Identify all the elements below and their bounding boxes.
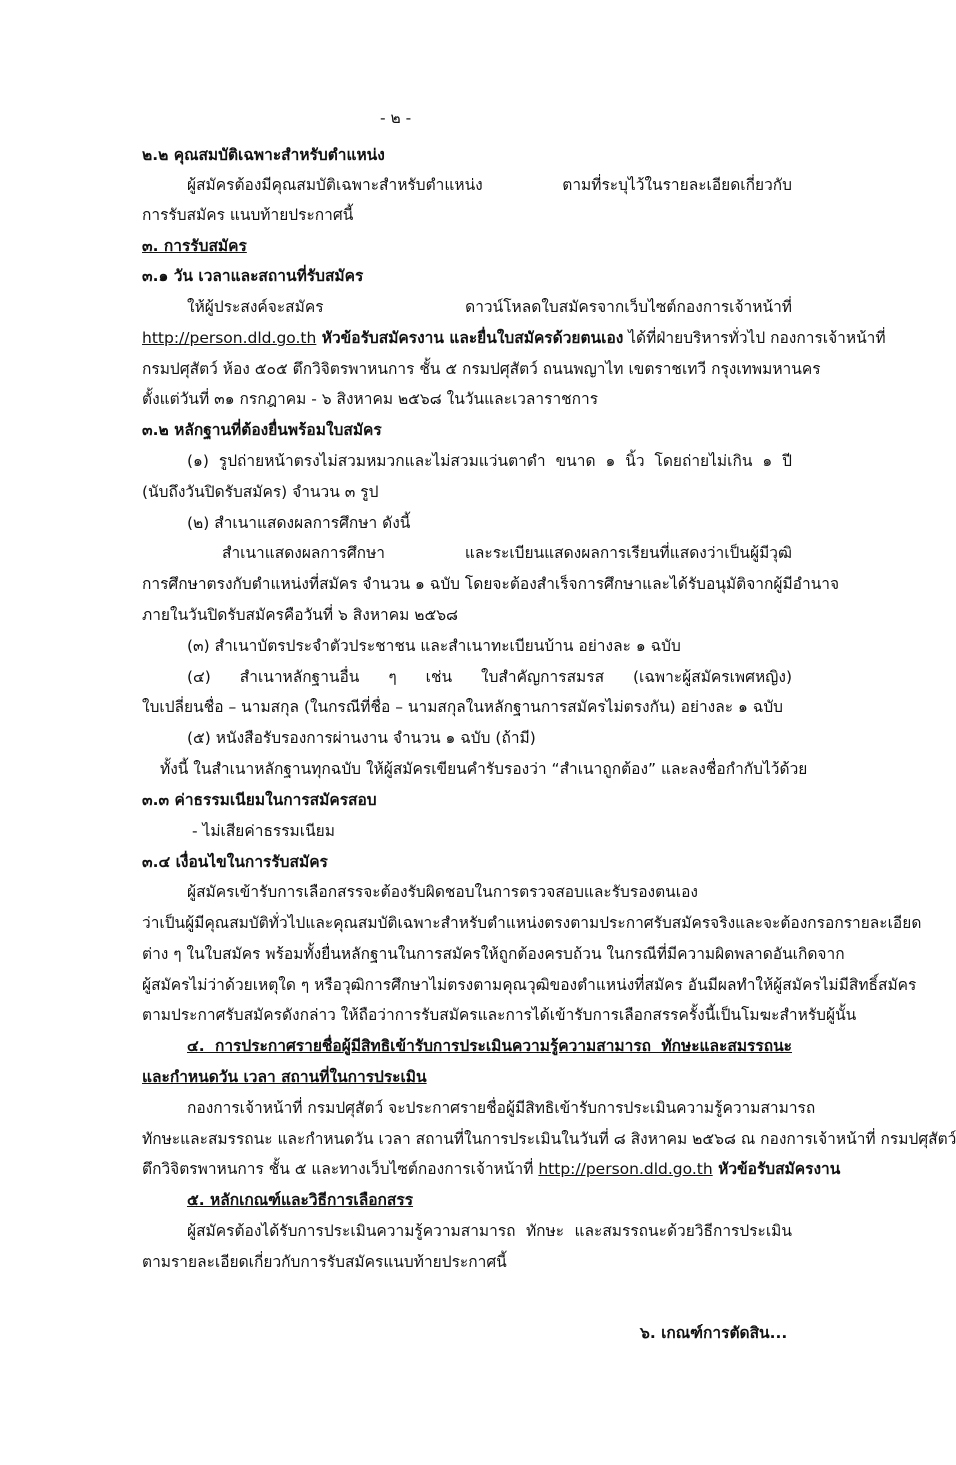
section-3-2-item-1-line-1: (๑) รูปถ่ายหน้าตรงไม่สวมหมวกและไม่สวมแว่นตาดำ ขนาด ๑ นิ้ว โดยถ่ายไม่เกิน ๑ ปี (187, 452, 792, 470)
section-3-2-item-2-line-2: สำเนาแสดงผลการศึกษา และระเบียนแสดงผลการเรียนที่แสดงว่าเป็นผู้มีวุฒิ (222, 544, 792, 562)
dld-person-link[interactable]: http://person.dld.go.th (142, 329, 317, 347)
section-4-heading-line-2: และกำหนดวัน เวลา สถานที่ในการประเมิน (142, 1068, 427, 1086)
section-3-1-heading: ๓.๑ วัน เวลาและสถานที่รับสมัคร (142, 267, 364, 285)
section-3-4-line-2: ว่าเป็นผู้มีคุณสมบัติทั่วไปและคุณสมบัติเฉพาะสำหรับตำแหน่งตรงตามประกาศรับสมัครจริงและจะต้องกรอกรายละเอียด (142, 914, 922, 932)
section-4-bold-text: หัวข้อรับสมัครงาน (712, 1160, 841, 1178)
section-2-2-line-2: การรับสมัคร แนบท้ายประกาศนี้ (142, 206, 354, 224)
section-5-line-1: ผู้สมัครต้องได้รับการประเมินความรู้ความสามารถ ทักษะ และสมรรถนะด้วยวิธีการประเมิน (187, 1222, 792, 1240)
section-4-heading-line-1: ๔. การประกาศรายชื่อผู้มีสิทธิเข้ารับการประเมินความรู้ความสามารถ ทักษะและสมรรถนะ (187, 1037, 792, 1055)
section-4-line-3-text: ตึกวิจิตรพาหนการ ชั้น ๕ และทางเว็บไซต์กองการเจ้าหน้าที่ (142, 1160, 539, 1178)
section-3-1-line-2 (142, 328, 886, 348)
section-3-3-heading: ๓.๓ ค่าธรรมเนียมในการสมัครสอบ (142, 791, 377, 809)
section-4-line-3 (142, 1159, 840, 1179)
section-3-1-bold-text: หัวข้อรับสมัครงาน และยื่นใบสมัครด้วยตนเอง (316, 329, 624, 347)
section-3-4-line-3: ต่าง ๆ ในใบสมัคร พร้อมทั้งยื่นหลักฐานในการสมัครให้ถูกต้องครบถ้วน ในกรณีที่มีความผิดพลาดอันเกิดจาก (142, 945, 845, 963)
section-3-2-item-2-line-1: (๒) สำเนาแสดงผลการศึกษา ดังนี้ (187, 514, 411, 532)
section-3-2-heading: ๓.๒ หลักฐานที่ต้องยื่นพร้อมใบสมัคร (142, 421, 382, 439)
section-3-4-line-5: ตามประกาศรับสมัครดังกล่าว ให้ถือว่าการรับสมัครและการได้เข้ารับการเลือกสรรครั้งนี้เป็นโมฆะสำหรับผู้นั้น (142, 1006, 857, 1024)
section-3-4-line-4: ผู้สมัครไม่ว่าด้วยเหตุใด ๆ หรือวุฒิการศึกษาไม่ตรงตามคุณวุฒิของตำแหน่งที่สมัคร อันมีผลทำให้ผู้สมัครไม่มีสิทธิ์สมัคร (142, 976, 917, 994)
section-4-line-2: ทักษะและสมรรถนะ และกำหนดวัน เวลา สถานที่ในการประเมินในวันที่ ๘ สิงหาคม ๒๕๖๘ ณ กองการเจ้าหน้าที่ กรมปศุสัตว์ (142, 1130, 956, 1148)
section-3-3-line-1: - ไม่เสียค่าธรรมเนียม (192, 822, 335, 840)
section-4-line-1: กองการเจ้าหน้าที่ กรมปศุสัตว์ จะประกาศรายชื่อผู้มีสิทธิเข้ารับการประเมินความรู้ความสามารถ (187, 1099, 816, 1117)
section-3-1-line-1: ให้ผู้ประสงค์จะสมัคร ดาวน์โหลดใบสมัครจากเว็บไซต์กองการเจ้าหน้าที่ (187, 298, 792, 316)
section-3-2-note: ทั้งนี้ ในสำเนาหลักฐานทุกฉบับ ให้ผู้สมัครเขียนคำรับรองว่า “สำเนาถูกต้อง” และลงชื่อกำกับไว้ด้วย (160, 760, 808, 778)
section-3-2-item-5: (๕) หนังสือรับรองการผ่านงาน จำนวน ๑ ฉบับ (ถ้ามี) (187, 729, 536, 747)
continuation-text: ๖. เกณฑ์การตัดสิน... (640, 1324, 788, 1342)
page-number: - ๒ - (380, 109, 412, 127)
section-5-line-2: ตามรายละเอียดเกี่ยวกับการรับสมัครแนบท้ายประกาศนี้ (142, 1253, 507, 1271)
section-3-1-line-4: ตั้งแต่วันที่ ๓๑ กรกฎาคม - ๖ สิงหาคม ๒๕๖๘ ในวันและเวลาราชการ (142, 390, 599, 408)
section-2-2-heading: ๒.๒ คุณสมบัติเฉพาะสำหรับตำแหน่ง (142, 146, 385, 164)
section-3-2-item-3: (๓) สำเนาบัตรประจำตัวประชาชน และสำเนาทะเบียนบ้าน อย่างละ ๑ ฉบับ (187, 637, 681, 655)
section-3-2-item-1-line-2: (นับถึงวันปิดรับสมัคร) จำนวน ๓ รูป (142, 483, 379, 501)
section-3-2-item-2-line-4: ภายในวันปิดรับสมัครคือวันที่ ๖ สิงหาคม ๒๕๖๘ (142, 606, 459, 624)
section-3-1-line-3: กรมปศุสัตว์ ห้อง ๕๐๕ ตึกวิจิตรพาหนการ ชั้น ๕ กรมปศุสัตว์ ถนนพญาไท เขตราชเทวี กรุงเทพมหานคร (142, 360, 821, 378)
section-3-1-rest-text: ได้ที่ฝ่ายบริหารทั่วไป กองการเจ้าหน้าที่ (623, 329, 886, 347)
section-3-2-item-4-line-2: ใบเปลี่ยนชื่อ – นามสกุล (ในกรณีที่ชื่อ – นามสกุลในหลักฐานการสมัครไม่ตรงกัน) อย่างละ ๑ ฉบับ (142, 698, 783, 716)
section-3-heading: ๓. การรับสมัคร (142, 237, 247, 255)
section-2-2-line-1: ผู้สมัครต้องมีคุณสมบัติเฉพาะสำหรับตำแหน่ง ตามที่ระบุไว้ในรายละเอียดเกี่ยวกับ (187, 176, 792, 194)
section-3-4-heading: ๓.๔ เงื่อนไขในการรับสมัคร (142, 853, 328, 871)
section-3-4-line-1: ผู้สมัครเข้ารับการเลือกสรรจะต้องรับผิดชอบในการตรวจสอบและรับรองตนเอง (187, 883, 698, 901)
dld-person-link-2[interactable]: http://person.dld.go.th (538, 1160, 713, 1178)
section-3-2-item-4-line-1: (๔) สำเนาหลักฐานอื่น ๆ เช่น ใบสำคัญการสมรส (เฉพาะผู้สมัครเพศหญิง) (187, 668, 792, 686)
section-3-2-item-2-line-3: การศึกษาตรงกับตำแหน่งที่สมัคร จำนวน ๑ ฉบับ โดยจะต้องสำเร็จการศึกษาและได้รับอนุมัติจากผู้มีอำนาจ (142, 575, 840, 593)
section-5-heading: ๕. หลักเกณฑ์และวิธีการเลือกสรร (187, 1191, 414, 1209)
